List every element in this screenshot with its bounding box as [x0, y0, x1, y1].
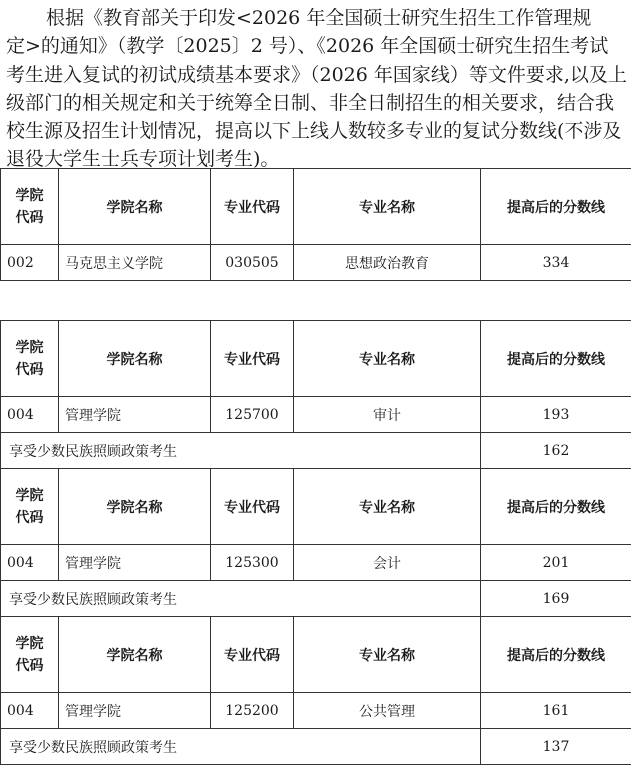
header-college-name: 学院名称 — [59, 617, 211, 693]
table-header-row — [1, 617, 631, 693]
major-code: 125200 — [211, 693, 294, 729]
header-major-code: 专业代码 — [211, 169, 294, 245]
major-name: 思想政治教育 — [294, 245, 481, 281]
major-code: 125700 — [211, 397, 294, 433]
intro-line: 根据《教育部关于印发<2026 年全国硕士研究生招生工作管理规 — [6, 4, 631, 32]
header-major-name: 专业名称 — [294, 469, 481, 545]
intro-line: 考生进入复试的初试成绩基本要求》（2026 年国家线）等文件要求,以及上 — [6, 61, 631, 89]
score: 161 — [481, 693, 631, 729]
header-score: 提高后的分数线 — [481, 321, 631, 397]
major-name: 会计 — [294, 545, 481, 581]
intro-line: 退役大学生士兵专项计划考生)。 — [6, 145, 631, 173]
header-major-code: 专业代码 — [211, 321, 294, 397]
college-name: 马克思主义学院 — [59, 245, 211, 281]
minority-row — [1, 729, 631, 765]
college-code: 004 — [1, 397, 59, 433]
header-college-name: 学院名称 — [59, 169, 211, 245]
header-college-name: 学院名称 — [59, 469, 211, 545]
header-college-code: 学院 代码 — [1, 321, 59, 397]
intro-line: 级部门的相关规定和关于统筹全日制、非全日制招生的相关要求，结合我 — [6, 89, 631, 117]
score: 334 — [481, 245, 631, 281]
header-score: 提高后的分数线 — [481, 169, 631, 245]
header-college-name: 学院名称 — [59, 321, 211, 397]
header-score: 提高后的分数线 — [481, 617, 631, 693]
college-name: 管理学院 — [59, 545, 211, 581]
minority-score: 137 — [481, 729, 631, 765]
minority-score: 169 — [481, 581, 631, 617]
table-header-row — [1, 169, 631, 245]
college-code: 002 — [1, 245, 59, 281]
header-college-code: 学院 代码 — [1, 617, 59, 693]
minority-row — [1, 433, 631, 469]
intro-paragraph — [6, 4, 631, 174]
header-major-name: 专业名称 — [294, 617, 481, 693]
intro-line: 校生源及招生计划情况，提高以下上线人数较多专业的复试分数线(不涉及 — [6, 117, 631, 145]
table-header-row — [1, 469, 631, 545]
major-name: 公共管理 — [294, 693, 481, 729]
table-row — [1, 693, 631, 729]
table-row — [1, 245, 631, 281]
major-code: 030505 — [211, 245, 294, 281]
intro-line: 定>的通知》（教学〔2025〕2 号）、《2026 年全国硕士研究生招生考试 — [6, 32, 631, 60]
major-code: 125300 — [211, 545, 294, 581]
score-table-1 — [0, 168, 631, 281]
minority-score: 162 — [481, 433, 631, 469]
college-name: 管理学院 — [59, 397, 211, 433]
score-table-2 — [0, 320, 631, 765]
college-code: 004 — [1, 545, 59, 581]
score: 193 — [481, 397, 631, 433]
minority-label: 享受少数民族照顾政策考生 — [1, 729, 481, 765]
table-row — [1, 545, 631, 581]
header-score: 提高后的分数线 — [481, 469, 631, 545]
header-major-name: 专业名称 — [294, 169, 481, 245]
header-major-name: 专业名称 — [294, 321, 481, 397]
major-name: 审计 — [294, 397, 481, 433]
header-major-code: 专业代码 — [211, 469, 294, 545]
college-name: 管理学院 — [59, 693, 211, 729]
minority-row — [1, 581, 631, 617]
table-header-row — [1, 321, 631, 397]
minority-label: 享受少数民族照顾政策考生 — [1, 433, 481, 469]
header-college-code: 学院 代码 — [1, 169, 59, 245]
score: 201 — [481, 545, 631, 581]
header-major-code: 专业代码 — [211, 617, 294, 693]
college-code: 004 — [1, 693, 59, 729]
table-row — [1, 397, 631, 433]
header-college-code: 学院 代码 — [1, 469, 59, 545]
minority-label: 享受少数民族照顾政策考生 — [1, 581, 481, 617]
